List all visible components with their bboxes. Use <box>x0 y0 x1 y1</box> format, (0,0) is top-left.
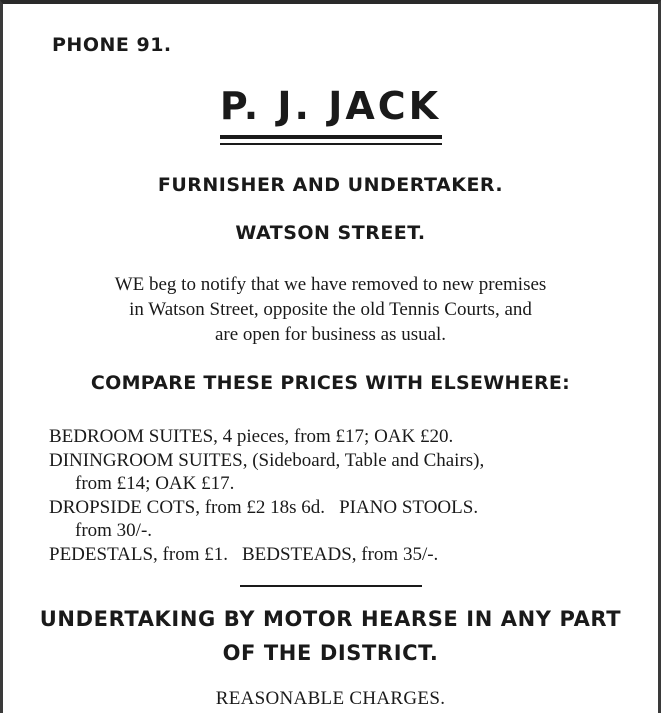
price-item-pedestals <box>49 543 624 567</box>
piano-stools-text: PIANO STOOLS. <box>339 496 479 518</box>
business-description: FURNISHER AND UNDERTAKER. <box>157 174 504 196</box>
notice-line: in Watson Street, opposite the old Tennis Courts, and <box>129 299 532 320</box>
price-list <box>49 425 624 566</box>
price-item-piano-stools-cont: from 30/-. <box>75 520 153 541</box>
street-address: WATSON STREET. <box>235 222 426 244</box>
phone-number: PHONE 91. <box>52 34 172 56</box>
notice-line: are open for business as usual. <box>214 324 447 345</box>
title-underline-thick <box>220 135 442 139</box>
undertaking-line: UNDERTAKING BY MOTOR HEARSE IN ANY PART <box>39 607 622 631</box>
dropside-cots-text: DROPSIDE COTS, from £2 18s 6d. <box>49 496 326 518</box>
notice-line: WE beg to notify that we have removed to new premises <box>114 274 547 295</box>
compare-prices-heading: COMPARE THESE PRICES WITH ELSEWHERE: <box>90 372 571 394</box>
undertaking-heading <box>0 602 661 670</box>
bedsteads-text: BEDSTEADS, from 35/-. <box>241 543 439 565</box>
relocation-notice <box>48 272 613 347</box>
title-underline-thin <box>220 143 442 145</box>
price-item-dropside-cots <box>49 496 624 520</box>
undertaking-line: OF THE DISTRICT. <box>222 641 439 665</box>
pedestals-text: PEDESTALS, from £1. <box>49 543 228 565</box>
price-item-diningroom: DININGROOM SUITES, (Sideboard, Table and Chairs), <box>49 449 485 471</box>
price-item-diningroom-cont: from £14; OAK £17. <box>75 473 235 494</box>
price-item-bedroom: BEDROOM SUITES, 4 pieces, from £17; OAK £20. <box>49 426 454 447</box>
business-name-title: P. J. JACK <box>219 84 442 128</box>
reasonable-charges: REASONABLE CHARGES. <box>215 688 446 709</box>
section-divider <box>240 585 422 587</box>
